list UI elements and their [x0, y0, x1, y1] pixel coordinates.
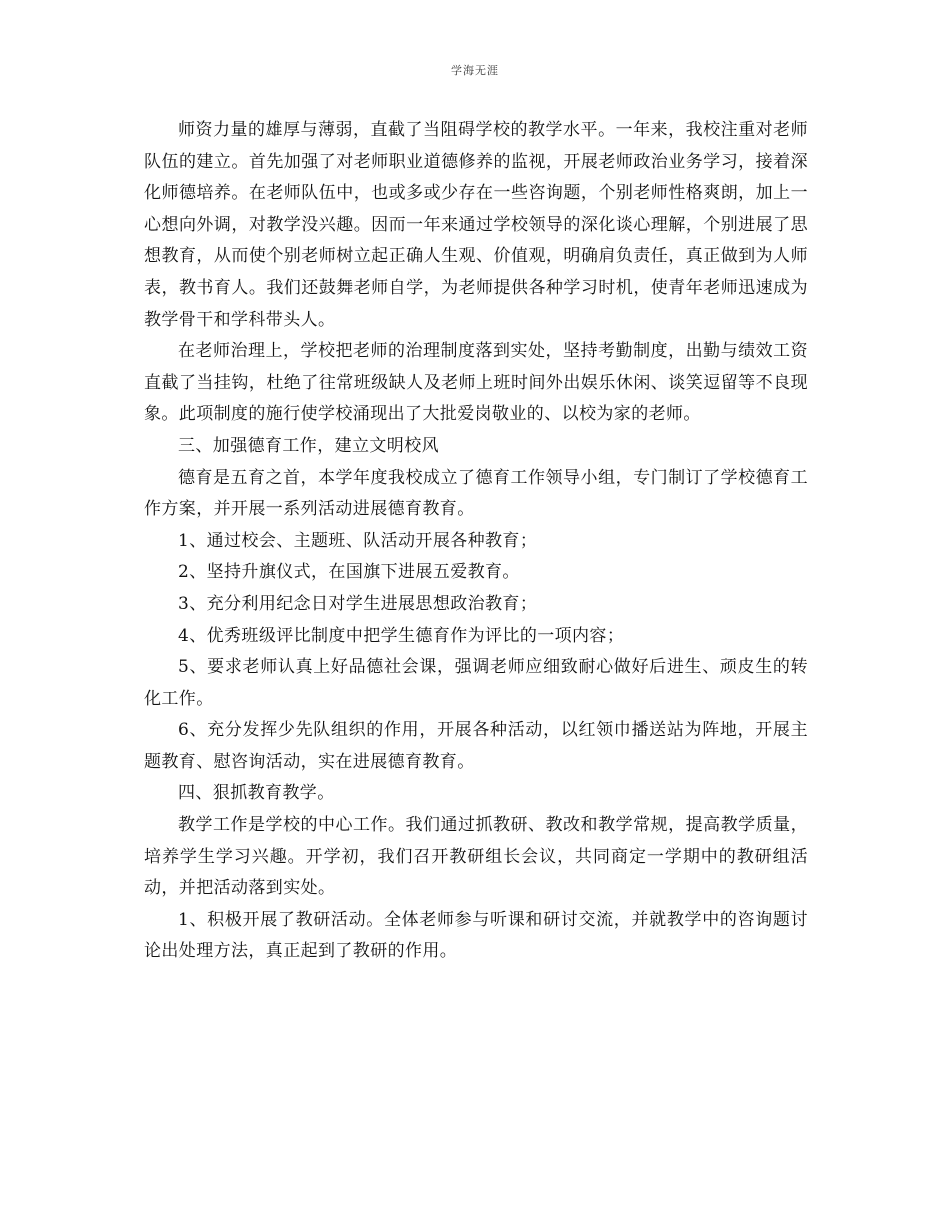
page-header: 学海无涯: [451, 64, 499, 77]
paragraph-teacher-team: 师资力量的雄厚与薄弱，直截了当阻碍学校的教学水平。一年来，我校注重对老师队伍的建立。首先加强了对老师职业道德修养的监视，开展老师政治业务学习，接着深化师德培养。在老师队伍中，也或多或少存在一些咨询题，个别老师性格爽朗，加上一心想向外调，对教学没兴趣。因而一年来通过学校领导的深化谈心理解，个别进展了思想教育，从而使个别老师树立起正确人生观、价值观，明确肩负责任，真正做到为人师表，教书育人。我们还鼓舞老师自学，为老师提供各种学习时机，使青年老师迅速成为教学骨干和学科带头人。: [144, 120, 808, 330]
list-item-moral-5: 5、要求老师认真上好品德社会课，强调老师应细致耐心做好后进生、顽皮生的转化工作。: [144, 657, 808, 709]
section-heading-moral-education: 三、加强德育工作，建立文明校风: [178, 435, 439, 456]
list-item-moral-4: 4、优秀班级评比制度中把学生德育作为评比的一项内容；: [178, 625, 625, 646]
section-heading-teaching: 四、狠抓教育教学。: [178, 783, 335, 804]
list-item-moral-1: 1、通过校会、主题班、队活动开展各种教育；: [178, 530, 538, 551]
list-item-moral-6: 6、充分发挥少先队组织的作用，开展各种活动，以红领巾播送站为阵地，开展主题教育、慰咨询活动，实在进展德育教育。: [144, 720, 808, 772]
paragraph-teaching-intro: 教学工作是学校的中心工作。我们通过抓教研、教改和教学常规，提高教学质量，培养学生学习兴趣。开学初，我们召开教研组长会议，共同商定一学期中的教研组活动，并把活动落到实处。: [144, 815, 808, 899]
list-item-moral-3: 3、充分利用纪念日对学生进展思想政治教育；: [178, 593, 538, 614]
paragraph-teacher-management: 在老师治理上，学校把老师的治理制度落到实处，坚持考勤制度，出勤与绩效工资直截了当挂钩，杜绝了往常班级缺人及老师上班时间外出娱乐休闲、谈笑逗留等不良现象。此项制度的施行使学校涌现出了大批爱岗敬业的、以校为家的老师。: [144, 341, 808, 425]
list-item-moral-2: 2、坚持升旗仪式，在国旗下进展五爱教育。: [178, 562, 520, 583]
list-item-teaching-1: 1、积极开展了教研活动。全体老师参与听课和研讨交流，并就教学中的咨询题讨论出处理方法，真正起到了教研的作用。: [144, 909, 808, 962]
paragraph-moral-education-intro: 德育是五育之首，本学年度我校成立了德育工作领导小组，专门制订了学校德育工作方案，并开展一系列活动进展德育教育。: [144, 467, 808, 520]
document-body: [144, 115, 808, 968]
